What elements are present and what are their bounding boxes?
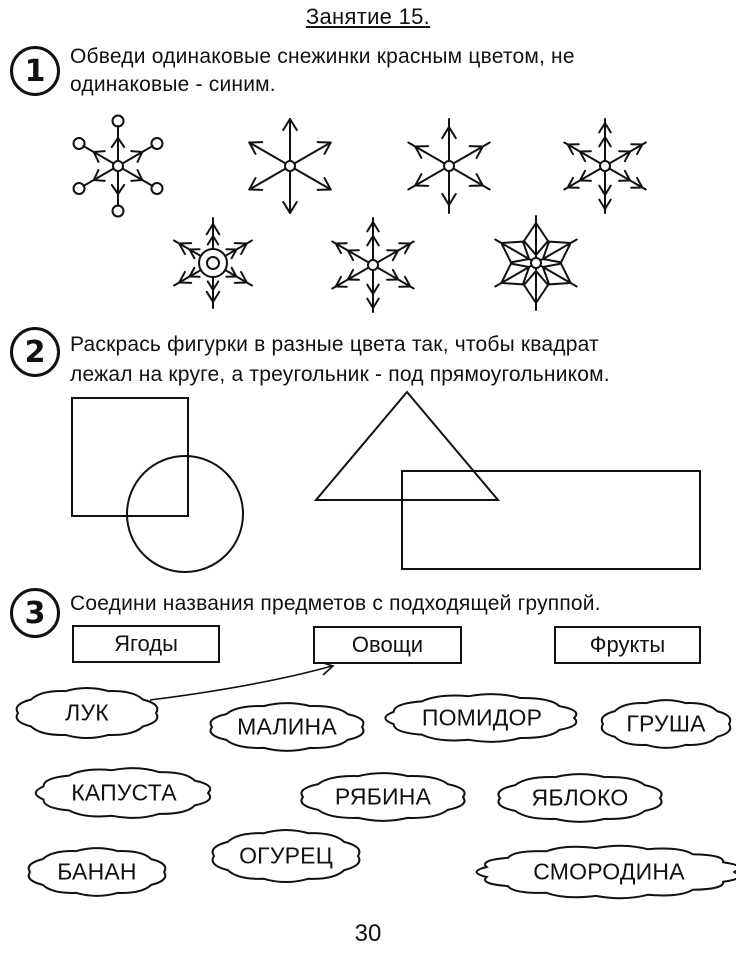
word-cloud-ryabina[interactable]: РЯБИНА: [334, 783, 432, 810]
task-3-number-badge: 3: [10, 588, 60, 638]
snowflake-5-ring-center: [174, 218, 252, 308]
rectangle-shape: [402, 471, 700, 569]
page-number: 30: [354, 920, 382, 947]
task-2-instruction-line-2: лежал на круге, а треугольник - под прямоугольником.: [70, 363, 610, 386]
word-cloud-malina[interactable]: МАЛИНА: [237, 713, 337, 740]
word-cloud-luk[interactable]: ЛУК: [65, 699, 109, 726]
word-cloud-banan[interactable]: БАНАН: [57, 858, 137, 885]
shapes-left-group: [72, 398, 243, 572]
circle-shape: [127, 456, 243, 572]
task-2-number-badge: 2: [10, 327, 60, 377]
snowflake-3-branched: [408, 119, 489, 213]
word-cloud-smorodina[interactable]: СМОРОДИНА: [533, 858, 685, 885]
snowflake-2-arrow-tips: [249, 119, 330, 213]
word-cloud-ogurec[interactable]: ОГУРЕЦ: [239, 842, 333, 869]
task-3-instruction: Соедини названия предметов с подходящей группой.: [70, 592, 601, 615]
word-cloud-pomidor[interactable]: ПОМИДОР: [421, 704, 543, 731]
group-box-berries[interactable]: Ягоды: [72, 625, 220, 663]
word-cloud-grusha[interactable]: ГРУША: [626, 710, 706, 737]
shapes-right-group: [316, 392, 700, 569]
group-box-vegetables[interactable]: Овощи: [313, 626, 462, 664]
task-2-instruction-line-1: Раскрась фигурки в разные цвета так, чтобы квадрат: [70, 333, 599, 356]
snowflake-1-circle-tips: [74, 116, 163, 217]
task-1-instruction-line-1: Обведи одинаковые снежинки красным цветом, не: [70, 45, 575, 68]
word-cloud-yabloko[interactable]: ЯБЛОКО: [531, 784, 629, 811]
connection-example-arrow: [150, 662, 333, 700]
snowflake-6-branched-double: [332, 218, 413, 312]
triangle-shape: [316, 392, 498, 500]
snowflake-4-branched-double: [564, 119, 645, 213]
page-title: Занятие 15.: [305, 4, 431, 29]
snowflake-7-star-diamond: [495, 216, 576, 310]
task-1-number-badge: 1: [10, 46, 60, 96]
group-box-fruits[interactable]: Фрукты: [554, 626, 701, 664]
task-1-instruction-line-2: одинаковые - синим.: [70, 73, 276, 96]
word-cloud-kapusta[interactable]: КАПУСТА: [71, 779, 177, 806]
